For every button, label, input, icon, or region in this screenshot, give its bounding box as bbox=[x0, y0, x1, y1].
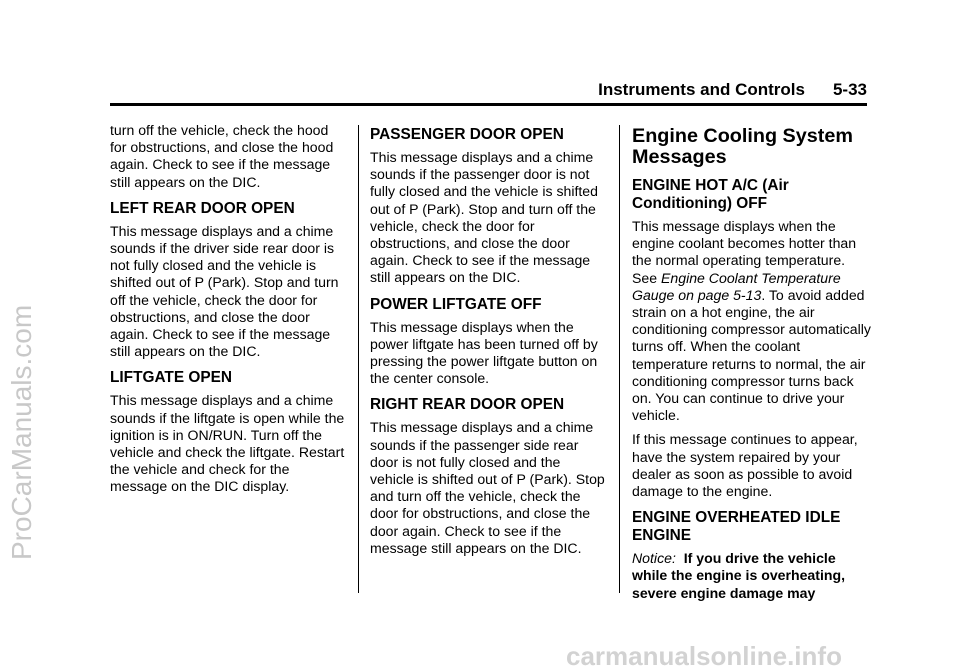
header-title: Instruments and Controls bbox=[598, 80, 805, 99]
column-divider-1 bbox=[358, 125, 359, 593]
notice-paragraph bbox=[632, 550, 872, 602]
bottom-watermark: carmanualsonline.info bbox=[566, 641, 842, 671]
cross-reference-link: Engine Coolant Temperature Gauge on page 5-13 bbox=[632, 269, 841, 303]
header-rule bbox=[110, 103, 867, 106]
paragraph-right-rear-door: This message displays and a chime sounds if the passenger side rear door is not fully closed and the vehicle is shifted out of P (Park). Stop and turn off the vehicle, check the door for obstructions, and close the door again. Check to see if the message still appears on the DIC. bbox=[370, 419, 605, 556]
paragraph-repair: If this message continues to appear, have the system repaired by your dealer as soon as possible to avoid damage to the engine. bbox=[632, 431, 858, 500]
heading-left-rear-door-open: LEFT REAR DOOR OPEN bbox=[110, 199, 295, 217]
paragraph-power-liftgate: This message displays when the power liftgate has been turned off by pressing the power liftgate button on the center console. bbox=[370, 318, 598, 387]
page-number: 5-33 bbox=[832, 80, 867, 99]
heading-right-rear-door-open: RIGHT REAR DOOR OPEN bbox=[370, 396, 565, 414]
paragraph-passenger-door: This message displays and a chime sounds if the passenger door is not fully closed and the vehicle is shifted out of P (Park). Stop and turn off the vehicle, check the door for obstructions, and close the door again. Check to see if the message still appears on the DIC. bbox=[370, 149, 598, 286]
notice-text: If you drive the vehicle while the engine is overheating, severe engine damage may bbox=[632, 550, 846, 601]
continued-paragraph: turn off the vehicle, check the hood for obstructions, and close the hood again. Check to see if the message still appears on the DIC. bbox=[110, 122, 334, 190]
heading-engine-hot-ac-off: ENGINE HOT A/C (Air Conditioning) OFF bbox=[632, 177, 789, 212]
paragraph-left-rear-door: This message displays and a chime sounds if the driver side rear door is not fully closed and the vehicle is shifted out of P (Park). Stop and turn off the vehicle, check the door for obstructions, and close the door again. Check to see if the message still appears on the DIC. bbox=[110, 222, 339, 360]
heading-power-liftgate-off: POWER LIFTGATE OFF bbox=[370, 295, 542, 313]
heading-liftgate-open: LIFTGATE OPEN bbox=[110, 369, 232, 387]
column-3 bbox=[632, 122, 872, 609]
paragraph-liftgate: This message displays and a chime sounds if the liftgate is open while the ignition is in ON/RUN. Turn off the vehicle and check the liftgate. Restart the vehicle and check for the message on the DIC display. bbox=[110, 392, 345, 495]
column-2 bbox=[370, 122, 608, 564]
column-divider-2 bbox=[619, 125, 620, 593]
column-1 bbox=[110, 122, 348, 503]
paragraph-engine-hot: This message displays when the engine coolant becomes hotter than the normal operating temperature. See Engine Coolant Temperature Gauge on page 5-13. To avoid added strain on a hot engine, the air conditioning compressor automatically turns off. When the coolant temperature returns to normal, the air conditioning compressor turns back on. You can continue to drive your vehicle. bbox=[632, 218, 871, 424]
page-header bbox=[110, 80, 867, 102]
section-title: Engine Cooling System Messages bbox=[632, 125, 853, 168]
side-watermark: ProCarManuals.com bbox=[6, 304, 37, 560]
heading-passenger-door-open: PASSENGER DOOR OPEN bbox=[370, 126, 564, 143]
heading-engine-overheated: ENGINE OVERHEATED IDLE ENGINE bbox=[632, 509, 841, 545]
notice-label: Notice: bbox=[632, 550, 676, 567]
